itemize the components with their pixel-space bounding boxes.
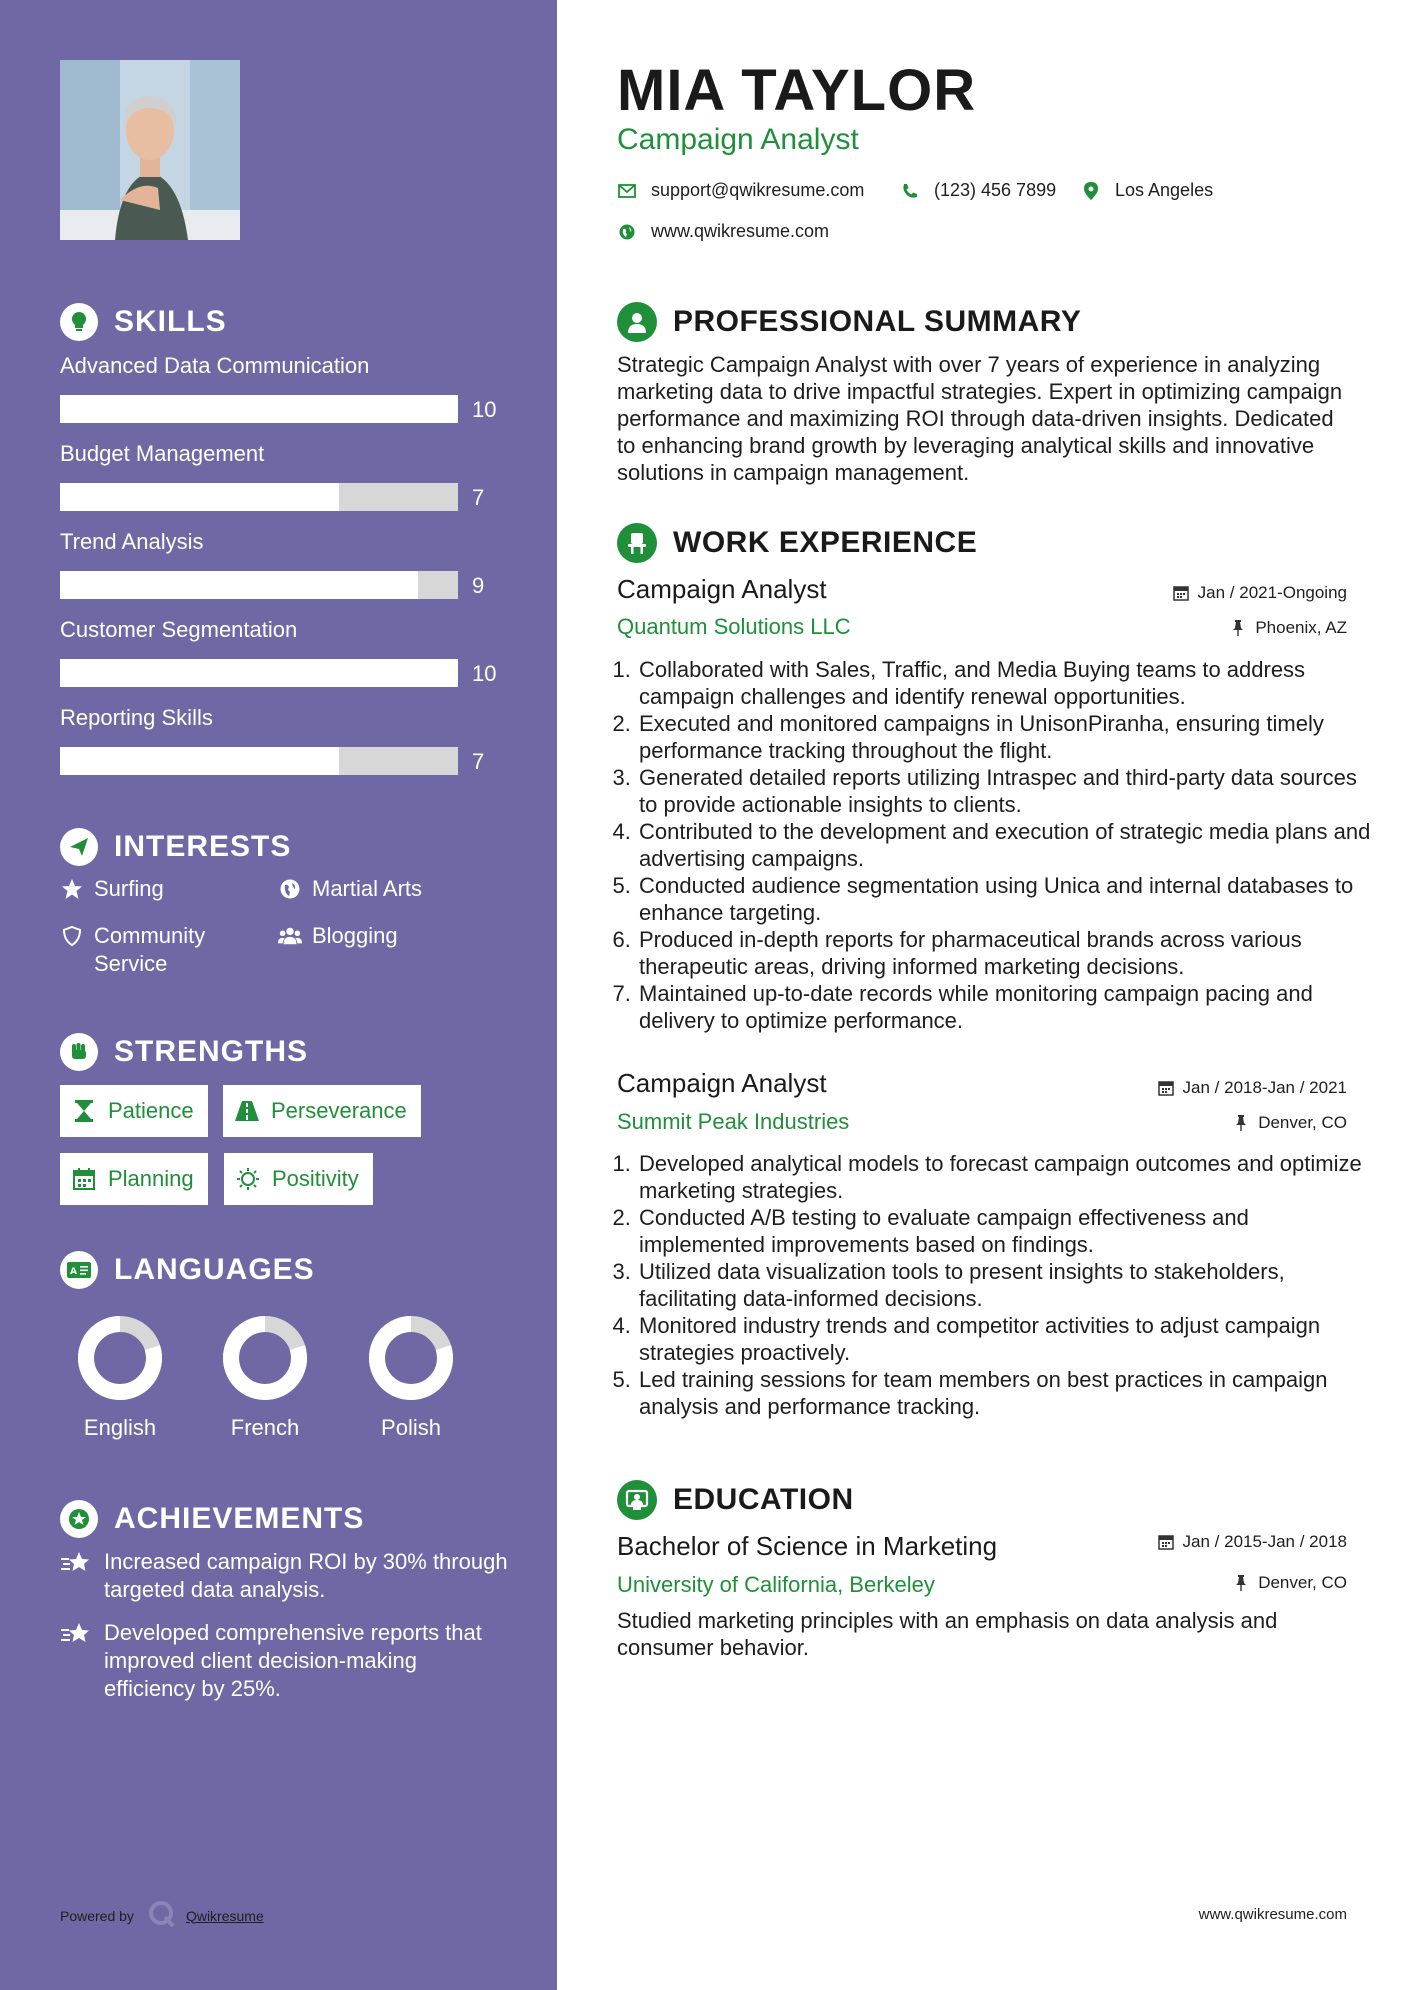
paper-plane-icon [60,828,98,866]
skill-item [60,351,500,422]
achievements-heading [60,1497,364,1541]
pushpin-icon [1232,1574,1250,1592]
education-heading-text: EDUCATION [673,1483,854,1516]
shield-icon [60,922,84,950]
skill-bar [60,659,458,687]
job-bullet: 3. Generated detailed reports utilizing Intraspec and third-party data sources to provide actionable insights to clients. [637,764,1377,818]
skill-value: 9 [472,573,485,598]
phone-icon [900,181,920,201]
sidebar [0,0,557,1990]
skill-bar [60,747,458,775]
graduation-icon [617,1480,657,1520]
user-icon [617,302,657,342]
job-company: Summit Peak Industries [617,1109,850,1134]
pushpin-icon [1232,1114,1250,1132]
main-content [557,0,1407,1990]
contact-location [1081,180,1213,201]
skill-bar-fill [60,395,458,423]
experience-heading [617,521,977,565]
language-label: Polish [381,1415,441,1440]
achievement-text: Developed comprehensive reports that improved client decision-making efficiency by 25%. [104,1620,482,1701]
job-bullet: 5. Conducted audience segmentation using Unica and internal databases to enhance targeting. [637,872,1377,926]
job-bullet: 6. Produced in-depth reports for pharmaceutical brands across various therapeutic areas, driving informed marketing decisions. [637,926,1377,980]
interest-label: Martial Arts [312,876,423,901]
road-icon [235,1099,259,1123]
interest-item [60,922,240,978]
achievement-item [60,1619,510,1703]
strengths-heading-text: STRENGTHS [114,1035,309,1068]
achievements-heading-text: ACHIEVEMENTS [114,1502,365,1535]
skill-item [60,439,500,510]
interests-heading-text: INTERESTS [114,830,292,863]
skill-value: 7 [472,485,485,510]
job-location [1229,618,1347,638]
job-title: Campaign Analyst [617,574,827,604]
skill-name: Customer Segmentation [60,617,298,642]
skill-name: Advanced Data Communication [60,353,370,378]
skills-heading [60,300,227,344]
strength-chip [223,1085,421,1137]
calendar-icon [1157,1533,1175,1551]
interest-label: Surfing [94,876,164,901]
skill-bar [60,571,458,599]
language-ring [77,1315,163,1401]
pushpin-icon [1229,619,1247,637]
job-dates-text: Jan / 2018-Jan / 2021 [1182,1078,1347,1097]
skill-bar-fill [60,659,458,687]
language-label: English [83,1415,157,1440]
svg-text:A: A [70,1267,77,1277]
skill-name: Trend Analysis [60,529,204,554]
job-bullet: 4. Contributed to the development and execution of strategic media plans and advertising campaigns. [637,818,1377,872]
education-text: Studied marketing principles with an emphasis on data analysis and consumer behavior. [617,1608,1278,1660]
candidate-name: MIA TAYLOR [617,58,977,123]
languages-heading [60,1248,315,1292]
skill-item [60,527,500,598]
language-ring [222,1315,308,1401]
skill-value: 7 [472,749,485,774]
globe-icon [278,875,302,903]
skill-name: Budget Management [60,441,265,466]
languages-heading-text: LANGUAGES [114,1253,315,1286]
job-location [1232,1113,1347,1133]
job-bullet: 3. Utilized data visualization tools to present insights to stakeholders, facilitating data-informed decisions. [637,1258,1377,1312]
powered-by-brand-link[interactable]: Qwikresume [185,1907,264,1924]
skill-bar-fill [60,571,418,599]
achievement-text: Increased campaign ROI by 30% through targeted data analysis. [104,1549,508,1602]
skill-bar [60,395,458,423]
envelope-icon [617,181,637,201]
lightbulb-icon [60,303,98,341]
skill-item [60,703,500,774]
language-item [200,1315,330,1441]
interest-label: Community Service [94,923,206,976]
job-location-text: Denver, CO [1258,1113,1347,1132]
badge-star-icon [60,1500,98,1538]
education-dates [1157,1532,1347,1552]
calendar-icon [1172,584,1190,602]
language-ring [368,1315,454,1401]
candidate-role: Campaign Analyst [617,123,859,156]
skill-item [60,615,500,686]
summary-heading-text: PROFESSIONAL SUMMARY [673,305,1082,338]
strengths-heading [60,1030,308,1074]
skill-value: 10 [472,397,497,422]
job-bullet: 7. Maintained up-to-date records while monitoring campaign pacing and delivery to optimize performance. [637,980,1377,1034]
website-text[interactable]: www.qwikresume.com [651,221,830,241]
education-dates-text: Jan / 2015-Jan / 2018 [1182,1532,1347,1551]
calendar-icon [72,1167,96,1191]
phone-text: (123) 456 7899 [934,180,1057,200]
strength-chip [60,1153,208,1205]
profile-photo [60,60,240,240]
shooting-star-icon [60,1548,92,1578]
language-icon [60,1251,98,1289]
skill-bar [60,483,458,511]
interest-label: Blogging [312,923,398,948]
job-bullet: 1. Developed analytical models to forecast campaign outcomes and optimize marketing strategies. [637,1150,1377,1204]
powered-by-label: Powered by [60,1907,134,1924]
users-icon [278,922,302,950]
job-bullet: 2. Conducted A/B testing to evaluate campaign effectiveness and implemented improvements based on findings. [637,1204,1377,1258]
job-dates [1172,583,1347,603]
job-bullets [617,1150,1377,1420]
job-location-text: Phoenix, AZ [1255,618,1347,637]
contact-website [617,221,829,242]
summary-text: Strategic Campaign Analyst with over 7 years of experience in analyzing marketing data to drive impactful strategies. Expert in optimizing campaign performance and maximizing ROI through data-driven insights. Dedicated to enhancing brand growth by leveraging analytical skills and innovative solutions in campaign management. [617,352,1343,485]
qwikresume-logo-icon [148,1900,176,1931]
education-degree: Bachelor of Science in Marketing [617,1531,998,1561]
job-company: Quantum Solutions LLC [617,614,851,639]
achievement-item [60,1548,510,1604]
hourglass-icon [72,1099,96,1123]
interest-item [60,875,164,903]
job-bullets [617,656,1377,1034]
sun-icon [236,1167,260,1191]
strength-label: Planning [108,1166,194,1191]
skill-bar-fill [60,747,339,775]
language-item [55,1315,185,1441]
location-text: Los Angeles [1115,180,1214,200]
language-label: French [230,1415,300,1440]
skill-name: Reporting Skills [60,705,213,730]
strength-chip [60,1085,208,1137]
education-heading [617,1478,854,1522]
contact-phone [900,180,1056,201]
strength-label: Perseverance [271,1098,407,1123]
map-pin-icon [1081,181,1101,201]
education-school: University of California, Berkeley [617,1572,935,1597]
job-dates [1157,1078,1347,1098]
interest-item [278,922,398,950]
globe-icon [617,222,637,242]
skills-heading-text: SKILLS [114,305,227,338]
fist-icon [60,1033,98,1071]
contact-email [617,180,864,201]
job-dates-text: Jan / 2021-Ongoing [1197,583,1347,602]
language-item [346,1315,476,1441]
skill-bar-fill [60,483,339,511]
email-text[interactable]: support@qwikresume.com [651,180,865,200]
strength-label: Patience [108,1098,194,1123]
star-icon [60,875,84,903]
job-bullet: 4. Monitored industry trends and competitor activities to adjust campaign strategies proactively. [637,1312,1377,1366]
experience-heading-text: WORK EXPERIENCE [673,526,978,559]
job-bullet: 5. Led training sessions for team members on best practices in campaign analysis and performance tracking. [637,1366,1377,1420]
chair-icon [617,523,657,563]
education-location [1232,1573,1347,1593]
strength-label: Positivity [272,1166,359,1191]
skill-value: 10 [472,661,497,686]
strength-chip [224,1153,373,1205]
interest-item [278,875,422,903]
interests-heading [60,825,291,869]
calendar-icon [1157,1079,1175,1097]
shooting-star-icon [60,1619,92,1649]
education-location-text: Denver, CO [1258,1573,1347,1592]
summary-heading [617,300,1081,344]
job-bullet: 1. Collaborated with Sales, Traffic, and Media Buying teams to address campaign challenges and identify renewal opportunities. [637,656,1377,710]
job-bullet: 2. Executed and monitored campaigns in UnisonPiranha, ensuring timely performance tracking throughout the flight. [637,710,1377,764]
powered-by [60,1900,264,1931]
job-title: Campaign Analyst [617,1068,827,1098]
footer-url[interactable]: www.qwikresume.com [1198,1906,1347,1923]
